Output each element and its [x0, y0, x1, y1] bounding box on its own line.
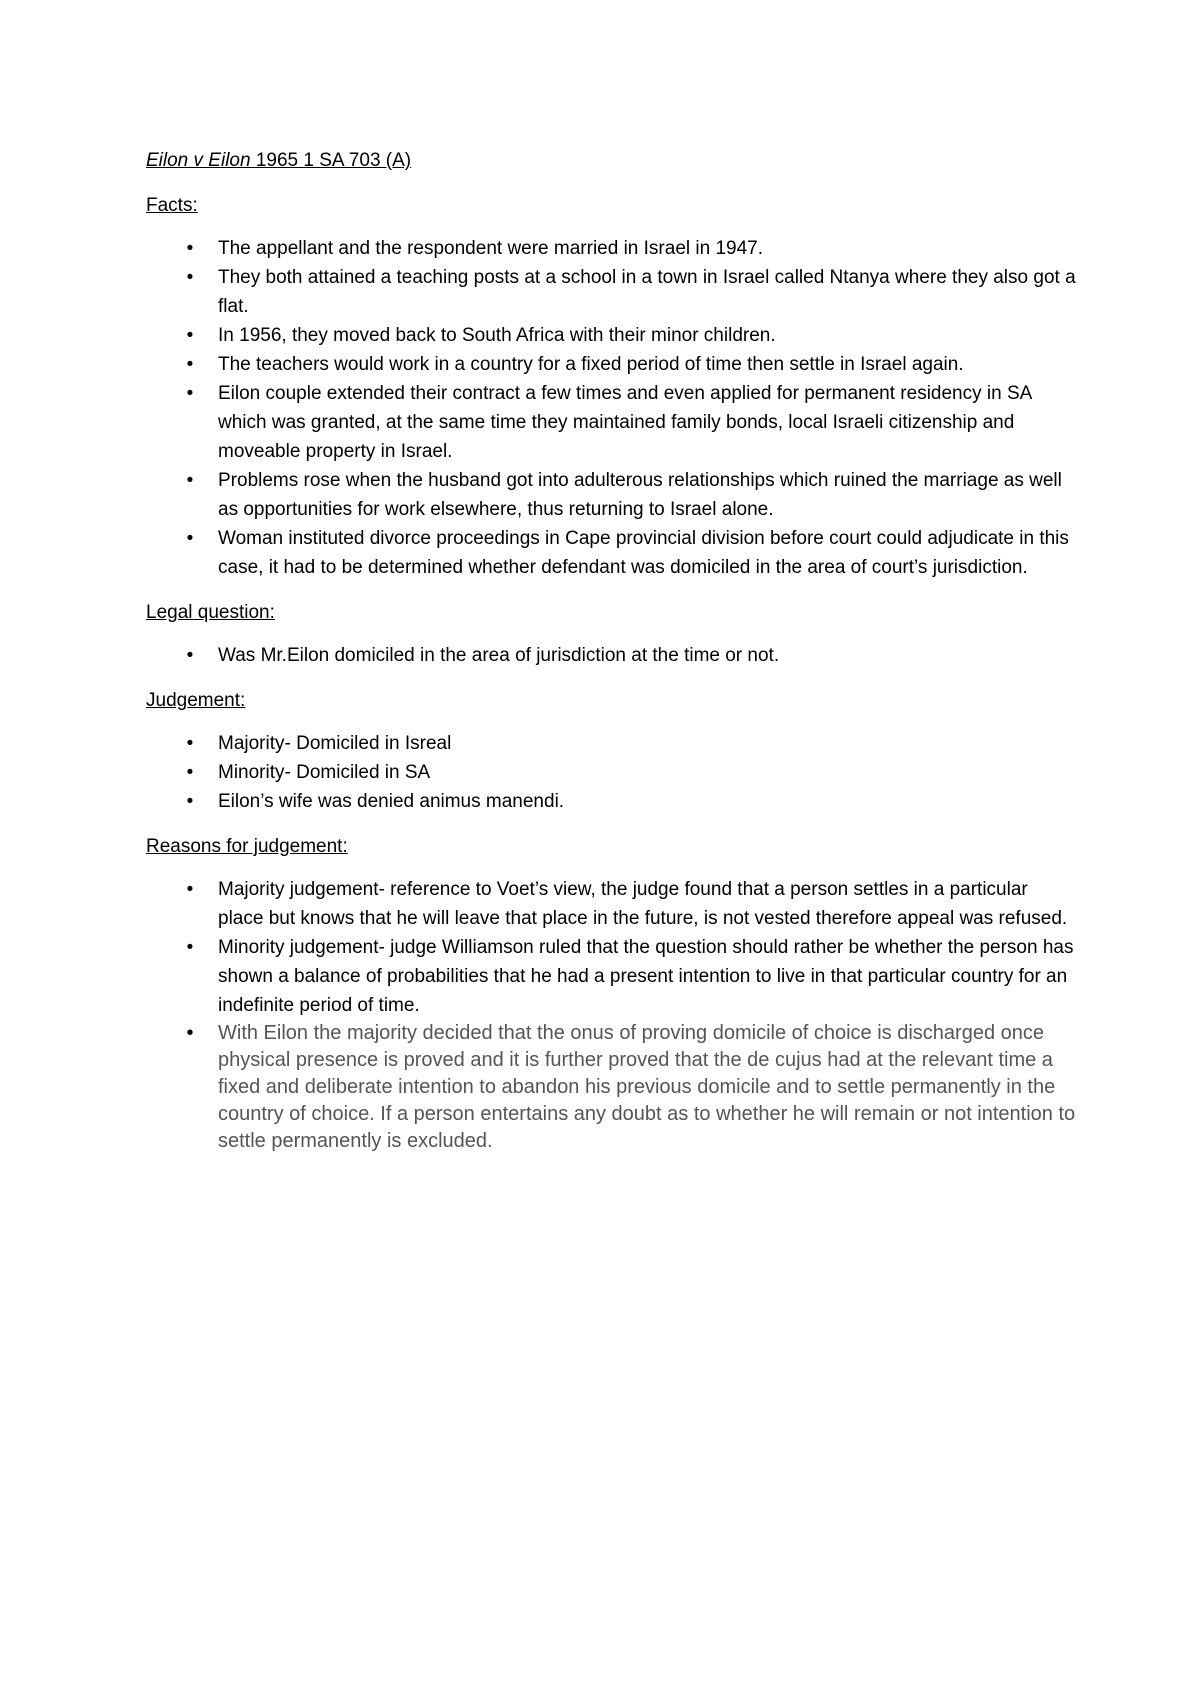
list-item: • They both attained a teaching posts at a school in a town in Israel called Ntanya where they also got a flat. — [146, 263, 1076, 321]
bullet-icon: • — [186, 937, 194, 958]
list-item: • Majority- Domiciled in Isreal — [146, 729, 1076, 758]
case-name: Eilon v Eilon — [146, 150, 251, 171]
judgement-list — [146, 729, 1076, 816]
list-item: • The appellant and the respondent were married in Israel in 1947. — [146, 234, 1076, 263]
bullet-icon: • — [186, 267, 194, 288]
bullet-icon: • — [186, 762, 194, 783]
bullet-icon: • — [186, 645, 194, 666]
section-heading-legal-question: Legal question: — [146, 602, 275, 623]
list-item: • The teachers would work in a country for a fixed period of time then settle in Israel again. — [146, 350, 1076, 379]
document-body — [146, 146, 1076, 1171]
list-item: • With Eilon the majority decided that the onus of proving domicile of choice is discharged once physical presence is proved and it is further proved that the de cujus had at the relevant time a fixed and deliberate intention to abandon his previous domicile and to settle permanently in the country of choice. If a person entertains any doubt as to whether he will remain or not intention to settle permanently is excluded. — [146, 1020, 1076, 1155]
list-item: • Minority judgement- judge Williamson ruled that the question should rather be whether the person has shown a balance of probabilities that he had a present intention to live in that particular country for an indefinite period of time. — [146, 933, 1076, 1020]
facts-list — [146, 234, 1076, 582]
bullet-icon: • — [186, 238, 194, 259]
bullet-icon: • — [186, 733, 194, 754]
section-heading-reasons: Reasons for judgement: — [146, 836, 348, 857]
bullet-icon: • — [186, 879, 194, 900]
bullet-icon: • — [186, 470, 194, 491]
bullet-icon: • — [186, 791, 194, 812]
list-item: • Majority judgement- reference to Voet’s view, the judge found that a person settles in a particular place but knows that he will leave that place in the future, is not vested therefore appeal was refused. — [146, 875, 1076, 933]
list-item: • Minority- Domiciled in SA — [146, 758, 1076, 787]
section-heading-facts: Facts: — [146, 195, 198, 216]
bullet-icon: • — [186, 354, 194, 375]
case-title — [146, 146, 1076, 175]
list-item: • Eilon’s wife was denied animus manendi. — [146, 787, 1076, 816]
list-item: • In 1956, they moved back to South Africa with their minor children. — [146, 321, 1076, 350]
list-item: • Eilon couple extended their contract a few times and even applied for permanent residency in SA which was granted, at the same time they maintained family bonds, local Israeli citizenship and moveable property in Israel. — [146, 379, 1076, 466]
list-item: • Was Mr.Eilon domiciled in the area of jurisdiction at the time or not. — [146, 641, 1076, 670]
section-heading-judgement: Judgement: — [146, 690, 246, 711]
bullet-icon: • — [186, 325, 194, 346]
case-citation: 1965 1 SA 703 (A) — [255, 150, 412, 171]
bullet-icon: • — [186, 383, 194, 404]
bullet-icon: • — [186, 1022, 194, 1044]
bullet-icon: • — [186, 528, 194, 549]
list-item: • Woman instituted divorce proceedings in Cape provincial division before court could adjudicate in this case, it had to be determined whether defendant was domiciled in the area of court’s jurisdiction. — [146, 524, 1076, 582]
legal-question-list — [146, 641, 1076, 670]
reasons-list — [146, 875, 1076, 1155]
list-item: • Problems rose when the husband got into adulterous relationships which ruined the marriage as well as opportunities for work elsewhere, thus returning to Israel alone. — [146, 466, 1076, 524]
